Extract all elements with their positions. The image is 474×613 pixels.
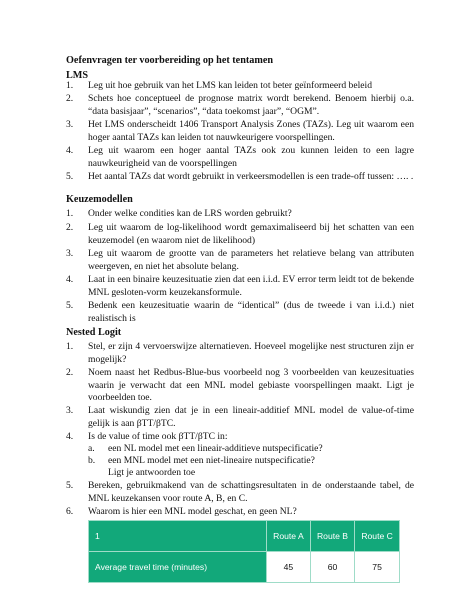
keuze-item-4 — [66, 274, 414, 299]
lms-item-1 — [66, 80, 414, 93]
item-number: 5. — [66, 300, 74, 311]
subitem-letter: b. — [88, 455, 96, 466]
item-number: 3. — [66, 119, 74, 130]
subitem-letter: a. — [88, 443, 95, 454]
subitem-text: een NL model met een lineair-additieve nutspecificatie? — [108, 443, 323, 454]
nested-subitem-a — [88, 443, 388, 456]
page-title: Oefenvragen ter voorbereiding op het tentamen — [66, 55, 274, 66]
item-text: Leg uit waarom de log-likelihood wordt gemaximaliseerd bij het schatten van een keuzemodel (en waarom niet de likelihood) — [88, 222, 414, 246]
item-number: 1. — [66, 341, 74, 352]
item-number: 2. — [66, 222, 74, 233]
table-header-cell: Route B — [310, 521, 354, 552]
nested-item-5 — [66, 480, 414, 505]
item-number: 5. — [66, 171, 74, 182]
nested-subitem-note — [88, 467, 388, 480]
nested-subitem-b — [88, 455, 388, 468]
item-text: Bedenk een keuzesituatie waarin de “identical” (dus de tweede i van i.i.d.) niet realistisch is — [88, 300, 414, 324]
table-cell: 75 — [355, 552, 400, 583]
nested-item-6 — [66, 506, 414, 519]
keuze-item-5 — [66, 300, 414, 325]
item-number: 6. — [66, 506, 74, 517]
keuze-item-2 — [66, 222, 414, 247]
table-header-cell: 1 — [89, 521, 267, 552]
item-text: Stel, er zijn 4 vervoerswijze alternatieven. Hoeveel mogelijke nest structuren zijn er mogelijk? — [88, 341, 414, 365]
heading-lms: LMS — [66, 70, 89, 81]
item-text: Onder welke condities kan de LRS worden gebruikt? — [88, 208, 292, 219]
keuze-item-1 — [66, 208, 414, 221]
lms-item-5 — [66, 171, 414, 184]
item-text: Laat in een binaire keuzesituatie zien dat een i.i.d. EV error term leidt tot de bekende MNL gesloten-vorm keuzekansformule. — [88, 274, 414, 298]
table-row — [89, 552, 400, 583]
lms-item-4 — [66, 145, 414, 170]
item-text: Het aantal TAZs dat wordt gebruikt in verkeersmodellen is een trade-off tussen: …. . — [88, 171, 414, 182]
table-header-cell: Route A — [267, 521, 311, 552]
nested-item-4 — [66, 431, 414, 444]
item-text: Waarom is hier een MNL model geschat, en geen NL? — [88, 506, 297, 517]
subitem-text: Ligt je antwoorden toe — [108, 467, 196, 478]
item-text: Leg uit waarom de grootte van de parameters het relatieve belang van attributen weergeven, en niet het absolute belang. — [88, 248, 414, 272]
heading-nested-logit: Nested Logit — [66, 327, 122, 338]
item-text: Schets hoe conceptueel de prognose matrix wordt berekend. Benoem hierbij o.a. “data basisjaar”, “scenarios”, “data toekomst jaar”, “OGM”. — [88, 93, 414, 117]
keuze-item-3 — [66, 248, 414, 273]
nested-item-1 — [66, 341, 414, 366]
item-text: Leg uit hoe gebruik van het LMS kan leiden tot beter geïnformeerd beleid — [88, 80, 372, 91]
table-row-label: Average travel time (minutes) — [89, 552, 267, 583]
item-text: Het LMS onderscheidt 1406 Transport Analysis Zones (TAZs). Leg uit waarom een hoger aantal TAZs kan leiden tot nauwkeurigere voorspellingen. — [88, 119, 414, 143]
subitem-text: een MNL model met een niet-lineaire nutspecificatie? — [108, 455, 315, 466]
heading-keuzemodellen: Keuzemodellen — [66, 194, 133, 205]
item-number: 4. — [66, 274, 74, 285]
item-number: 4. — [66, 145, 74, 156]
table-cell: 45 — [267, 552, 311, 583]
nested-item-3 — [66, 405, 414, 430]
nested-item-2 — [66, 367, 414, 405]
item-number: 2. — [66, 93, 74, 104]
item-text: Is de value of time ook βTT/βTC in: — [88, 431, 228, 442]
item-text: Noem naast het Redbus-Blue-bus voorbeeld nog 3 voorbeelden van keuzesituaties waarin je verwacht dat een MNL model gebiaste voorspellingen maakt. Ligt je voorbeelden toe. — [88, 367, 414, 404]
item-text: Bereken, gebruikmakend van de schattingsresultaten in de onderstaande tabel, de MNL keuzekansen voor route A, B, en C. — [88, 480, 414, 504]
item-text: Leg uit waarom een hoger aantal TAZs ook zou kunnen leiden to een lagre nauwkeurigheid van de voorspellingen — [88, 145, 414, 169]
item-number: 5. — [66, 480, 74, 491]
table-cell: 60 — [310, 552, 354, 583]
estimation-table — [88, 520, 400, 583]
lms-item-2 — [66, 93, 414, 118]
table-header-cell: Route C — [355, 521, 400, 552]
item-number: 3. — [66, 405, 74, 416]
item-number: 4. — [66, 431, 74, 442]
item-number: 1. — [66, 208, 74, 219]
item-number: 2. — [66, 367, 74, 378]
table-header-row — [89, 521, 400, 552]
item-number: 1. — [66, 80, 74, 91]
item-text: Laat wiskundig zien dat je in een lineair-additief MNL model de value-of-time gelijk is aan βTT/βTC. — [88, 405, 414, 429]
lms-item-3 — [66, 119, 414, 144]
item-number: 3. — [66, 248, 74, 259]
